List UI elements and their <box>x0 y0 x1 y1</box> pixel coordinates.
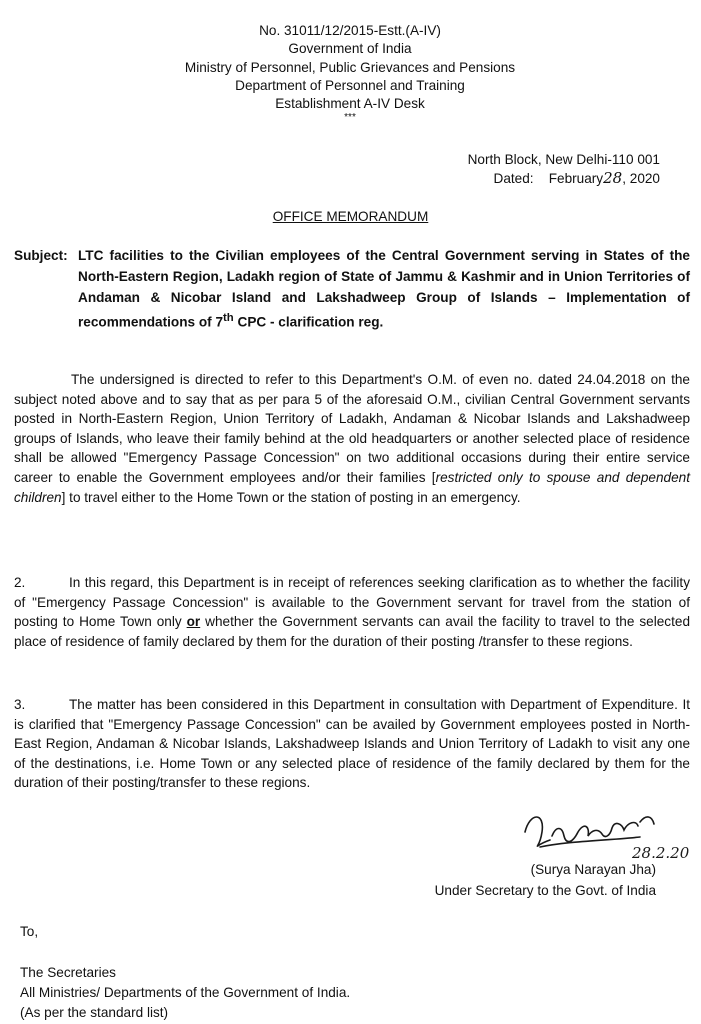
paragraph-1 <box>14 370 690 507</box>
date-year: , 2020 <box>622 171 660 186</box>
place-line: North Block, New Delhi-110 001 <box>467 152 660 167</box>
ministry-name: Ministry of Personnel, Public Grievances and Pensions <box>184 59 516 75</box>
dated-label: Dated: <box>493 171 534 186</box>
header-stars: *** <box>344 112 356 124</box>
subject-main: LTC facilities to the Civilian employees of the Central Government serving in States of the North-Eastern Region, Ladakh region of State of Jammu & Kashmir and in Union Territories of Andaman & Nicobar Island and Lakshadweep Group of Islands – Implementation of recommendations of 7 <box>78 248 690 330</box>
subject-block <box>14 245 690 333</box>
signatory-name: (Surya Narayan Jha) <box>530 862 656 877</box>
subject-superscript: th <box>223 312 234 324</box>
file-number: No. 31011/12/2015-Estt.(A-IV) <box>259 23 441 38</box>
address-block <box>420 150 660 188</box>
date-day-handwritten: 28 <box>603 169 623 187</box>
p2-text-after: whether the Government servants can avail the facility to travel to the selected place of residence of family declared by them for the duration of their posting /transfer to these regions. <box>14 614 691 649</box>
memo-title: OFFICE MEMORANDUM <box>272 209 429 224</box>
p2-emphasis: or <box>186 614 201 630</box>
p1-text-after: ] to travel either to the Home Town or the station of posting in an emergency. <box>61 489 521 505</box>
recipient-line-1: The Secretaries <box>20 965 116 980</box>
subject-end: CPC - clarification reg. <box>233 314 384 330</box>
to-label: To, <box>20 924 39 939</box>
p1-italic: restricted only to spouse and dependent children <box>14 469 690 505</box>
date-line <box>420 169 660 188</box>
subject-text <box>78 245 690 333</box>
recipient-line-3: (As per the standard list) <box>20 1005 169 1020</box>
p2-text-before: In this regard, this Department is in receipt of references seeking clarification as to whether the facility of "Emergency Passage Concession" is available to the Government servant for travel from the station of posting to Home Town only <box>14 575 690 630</box>
handwritten-signature <box>520 802 695 862</box>
paragraph-2 <box>14 573 690 651</box>
p2-number: 2. <box>14 575 26 590</box>
letterhead <box>0 22 701 123</box>
date-month: February <box>548 171 604 186</box>
subject-label: Subject: <box>14 248 68 263</box>
p3-number: 3. <box>14 697 26 712</box>
recipient-line-2: All Ministries/ Departments of the Government of India. <box>20 985 351 1000</box>
signature-scribble-icon <box>520 802 695 862</box>
desk-name: Establishment A-IV Desk <box>275 96 425 112</box>
p1-text-before: The undersigned is directed to refer to this Department's O.M. of even no. dated 24.04.2018 on the subject noted above and to say that as per para 5 of the aforesaid O.M., civilian Central Government servants posted in North-Eastern Region, Union Territory of Ladakh, Andaman & Nicobar Islands and Lakshadweep groups of Islands, who leave their family behind at the old headquarters or another selected place of residence shall be allowed "Emergency Passage Concession" on two additional occasions during their entire service career to enable the Government employees and/or their families [ <box>14 372 690 485</box>
department-name: Department of Personnel and Training <box>235 77 465 93</box>
p3-text: The matter has been considered in this Department in consultation with Department of Expenditure. It is clarified that "Emergency Passage Concession" can be availed by Government employees posted in North-East Region, Andaman & Nicobar Islands, Lakshadweep Islands and Union Territory of Ladakh to visit any one of the destinations, i.e. Home Town or any selected place of residence of the family declared by them for the duration of their posting/transfer to these regions. <box>14 697 690 791</box>
signature-date: 28.2.20 <box>632 844 690 862</box>
signatory-designation: Under Secretary to the Govt. of India <box>434 883 656 898</box>
government-name: Government of India <box>288 41 412 57</box>
paragraph-3 <box>14 695 690 793</box>
recipients-block <box>20 963 350 1023</box>
